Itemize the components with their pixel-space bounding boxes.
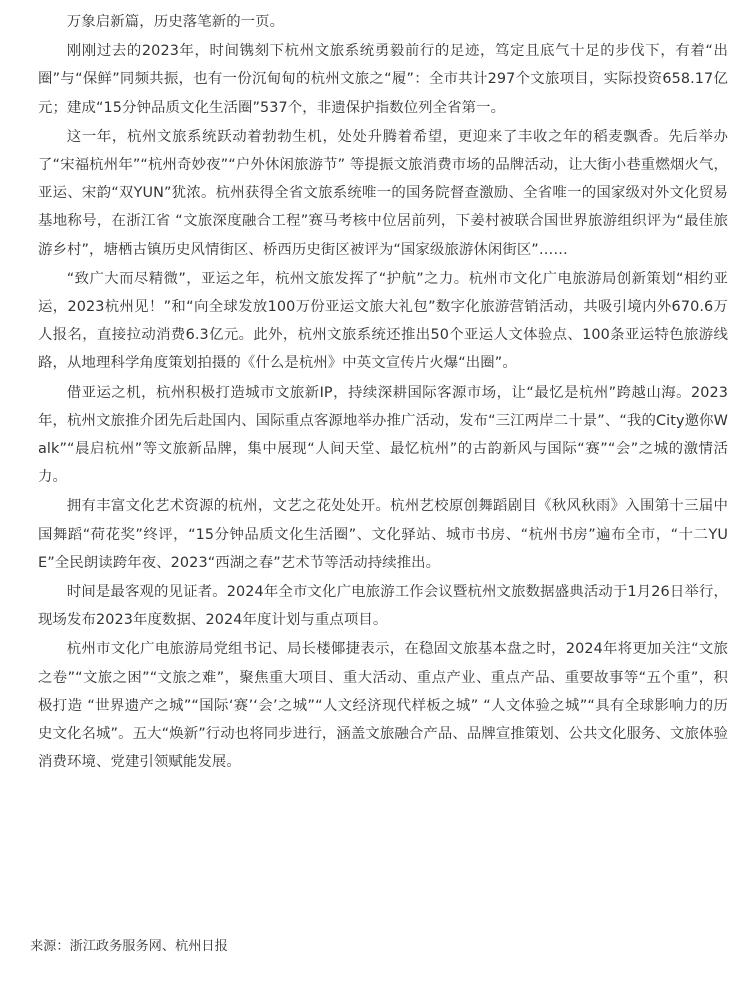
source-credit: 来源：浙江政务服务网、杭州日报 [30,939,228,954]
paragraph-intro: 万象启新篇，历史落笔新的一页。 [66,14,285,30]
paragraph-achievements: 这一年，杭州文旅系统跃动着勃勃生机，处处升腾着希望，更迎来了丰收之年的稻麦飘香。先后举办了“宋福杭州年”“杭州奇妙夜”“户外休闲旅游节” 等提振文旅消费市场的品牌活动，让大街小巷重燃烟火气，亚运、宋韵“双YUN”犹浓。杭州获得全省文旅系统唯一的国务院督查激励、全省唯一的国家级对外文化贸易基地称号，在浙江省 “文旅深度融合工程”赛马考核中位居前列，下姜村被联合国世界旅游组织评为“最佳旅游乡村”，塘栖古镇历史风情街区、桥西历史街区被评为“国家级旅游休闲街区”…… [38,128,728,258]
paragraph-asian-games: “致广大而尽精微”，亚运之年，杭州文旅发挥了“护航”之力。杭州市文化广电旅游局创新策划“相约亚运，2023杭州见！”和“向全球发放100万份亚运文旅大礼包”数字化旅游营销活动，共吸引境内外670.6万人报名，直接拉动消费6.3亿元。此外，杭州文旅系统还推出50个亚运人文体验点、100条亚运特色旅游线路，从地理科学角度策划拍摄的《什么是杭州》中英文宣传片火爆“出圈”。 [38,270,728,372]
paragraph-2023-review: 刚刚过去的2023年，时间镌刻下杭州文旅系统勇毅前行的足迹，笃定且底气十足的步伐下，有着“出圈”与“保鲜”同频共振，也有一份沉甸甸的杭州文旅之“履”：全市共计297个文旅项目，实际投资658.17亿元；建成“15分钟品质文化生活圈”537个，非遗保护指数位列全省第一。 [38,43,728,116]
paragraph-data-ceremony: 时间是最客观的见证者。2024年全市文化广电旅游工作会议暨杭州文旅数据盛典活动于1月26日举行，现场发布2023年度数据、2024年度计划与重点项目。 [38,584,728,629]
paragraph-city-ip: 借亚运之机，杭州积极打造城市文旅新IP，持续深耕国际客源市场，让“最忆是杭州”跨越山海。2023年，杭州文旅推介团先后赴国内、国际重点客源地举办推广活动，发布“三江两岸二十景”、“我的City邀你Walk”“晨启杭州”等文旅新品牌，集中展现“人间天堂、最忆杭州”的古韵新风与国际“赛”“会”之城的激情活力。 [38,384,728,486]
article-body [38,8,728,777]
paragraph-culture-arts: 拥有丰富文化艺术资源的杭州，文艺之花处处开。杭州艺校原创舞蹈剧目《秋风秋雨》入围第十三届中国舞蹈“荷花奖”终评，“15分钟品质文化生活圈”、文化驿站、城市书房、“杭州书房”遍布全市，“十二YUE”全民朗读跨年夜、2023“西湖之春”艺术节等活动持续推出。 [38,498,728,571]
paragraph-2024-plan: 杭州市文化广电旅游局党组书记、局长楼倻捷表示，在稳固文旅基本盘之时，2024年将更加关注“文旅之卷”“文旅之困”“文旅之难”，聚焦重大项目、重大活动、重点产业、重点产品、重要故事等“五个重”，积极打造 “世界遗产之城”“国际‘赛’‘会’之城”“人文经济现代样板之城” “人文体验之城”“具有全球影响力的历史文化名城”。五大“焕新”行动也将同步进行，涵盖文旅融合产品、品牌宣推策划、公共文化服务、文旅体验消费环境、党建引领赋能发展。 [38,641,728,771]
